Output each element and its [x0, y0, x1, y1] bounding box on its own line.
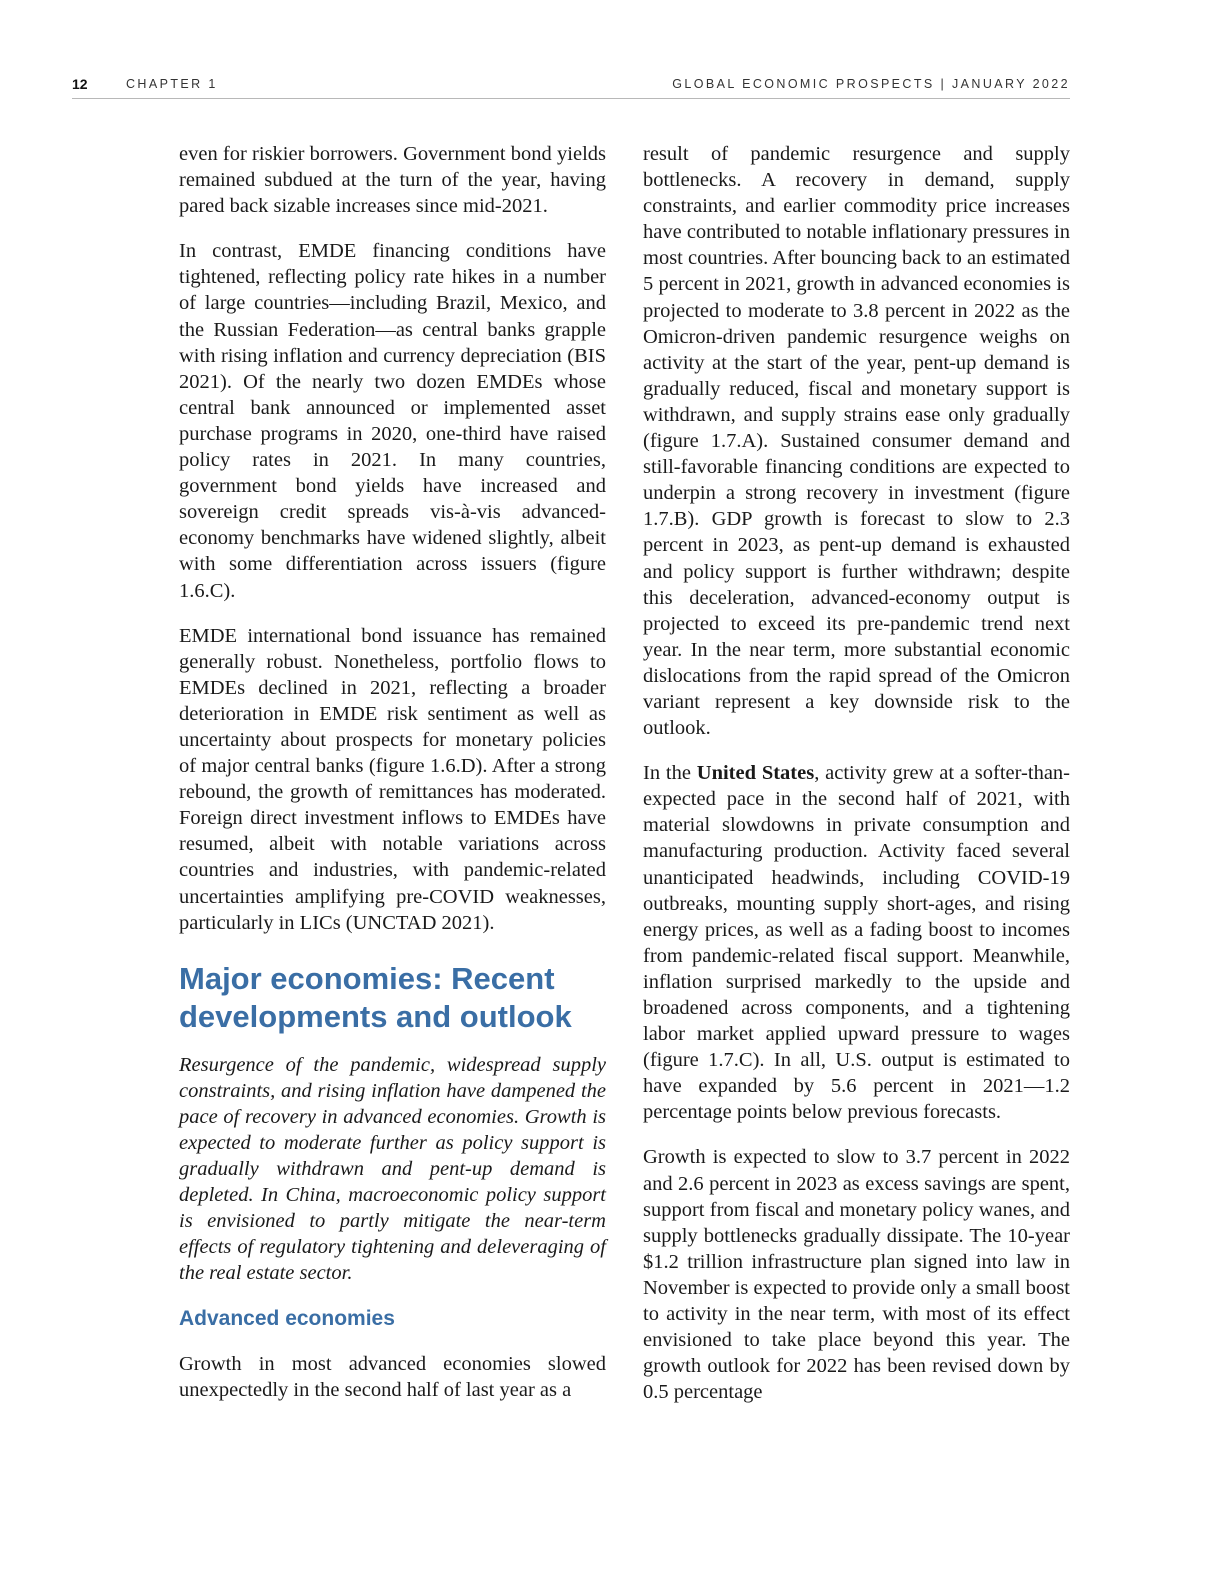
paragraph-body: , activity grew at a softer-than-expected pace in the second half of 2021, with material slowdowns in private consumption and manufacturing production. Activity faced several unanticipated headwinds, including COVID-19 outbreaks, mounting supply short-ages, and rising energy prices, as well as a fading boost to incomes from pandemic-related fiscal support. Meanwhile, inflation surprised markedly to the upside and broadened across components, and a tightening labor market applied upward pressure to wages (figure 1.7.C). In all, U.S. output is estimated to have expanded by 5.6 percent in 2021—1.2 percentage points below previous forecasts.	[643, 762, 1070, 1124]
paragraph: In contrast, EMDE financing conditions have tightened, reflecting policy rate hikes in a number of large countries—including Brazil, Mexico, and the Russian Federation—as central banks grapple with rising inflation and currency depreciation (BIS 2021). Of the nearly two dozen EMDEs whose central bank announced or implemented asset purchase programs in 2020, one-third have raised policy rates in 2021. In many countries, government bond yields have increased and sovereign credit spreads vis-à-vis advanced-economy benchmarks have widened slightly, albeit with some differentiation across issuers (figure 1.6.C).	[179, 240, 606, 602]
paragraph-united-states	[643, 760, 1070, 1125]
section-heading: Major economies: Recent developments and outlook	[179, 960, 572, 1034]
paragraph: EMDE international bond issuance has remained generally robust. Nonetheless, portfolio flows to EMDEs declined in 2021, reflecting a broader deterioration in EMDE risk sentiment as well as uncertainty about prospects for monetary policies of major central banks (figure 1.6.D). After a strong rebound, the growth of remittances has moderated. Foreign direct investment inflows to EMDEs have resumed, albeit with notable variations across countries and industries, with pandemic-related uncertainties amplifying pre-COVID weaknesses, particularly in LICs (UNCTAD 2021).	[179, 624, 606, 934]
page-header	[72, 76, 1070, 99]
right-column	[643, 141, 1070, 1424]
paragraph: result of pandemic resurgence and supply bottlenecks. A recovery in demand, supply constraints, and earlier commodity price increases have contributed to notable inflationary pressures in most countries. After bouncing back to an estimated 5 percent in 2021, growth in advanced economies is projected to moderate to 3.8 percent in 2022 as the Omicron-driven pandemic resurgence weighs on activity at the start of the year, pent-up demand is gradually reduced, fiscal and monetary support is withdrawn, and supply strains ease only gradually (figure 1.7.A). Sustained consumer demand and still-favorable financing conditions are expected to underpin a strong recovery in investment (figure 1.7.B). GDP growth is forecast to slow to 2.3 percent in 2023, as pent-up demand is exhausted and policy support is further withdrawn; despite this deceleration, advanced-economy output is projected to exceed its pre-pandemic trend next year. In the near term, more substantial economic dislocations from the rapid spread of the Omicron variant represent a key downside risk to the outlook.	[643, 143, 1070, 740]
page-number: 12	[72, 76, 88, 92]
paragraph: Growth is expected to slow to 3.7 percent in 2022 and 2.6 percent in 2023 as excess savings are spent, support from fiscal and monetary policy wanes, and supply bottlenecks gradually dissipate. The 10-year $1.2 trillion infrastructure plan signed into law in November is expected to provide only a small boost to activity in the near term, with most of its effect envisioned to take place beyond this year. The growth outlook for 2022 has been revised down by 0.5 percentage	[643, 1146, 1070, 1404]
paragraph: Growth in most advanced economies slowed unexpectedly in the second half of last year as a	[179, 1352, 606, 1401]
paragraph-lead: In the	[643, 762, 697, 785]
sub-heading: Advanced economies	[179, 1306, 395, 1330]
section-summary: Resurgence of the pandemic, widespread supply constraints, and rising inflation have dampened the pace of recovery in advanced economies. Growth is expected to moderate further as policy support is gradually withdrawn and pent-up demand is depleted. In China, macroeconomic policy support is envisioned to partly mitigate the near-term effects of regulatory tightening and deleveraging of the real estate sector.	[179, 1053, 606, 1285]
chapter-label: CHAPTER 1	[126, 77, 218, 91]
country-name: United States	[696, 762, 815, 785]
report-title: GLOBAL ECONOMIC PROSPECTS | JANUARY 2022	[672, 77, 1070, 91]
left-column	[179, 141, 606, 1422]
paragraph: even for riskier borrowers. Government bond yields remained subdued at the turn of the year, having pared back sizable increases since mid-2021.	[179, 143, 606, 218]
